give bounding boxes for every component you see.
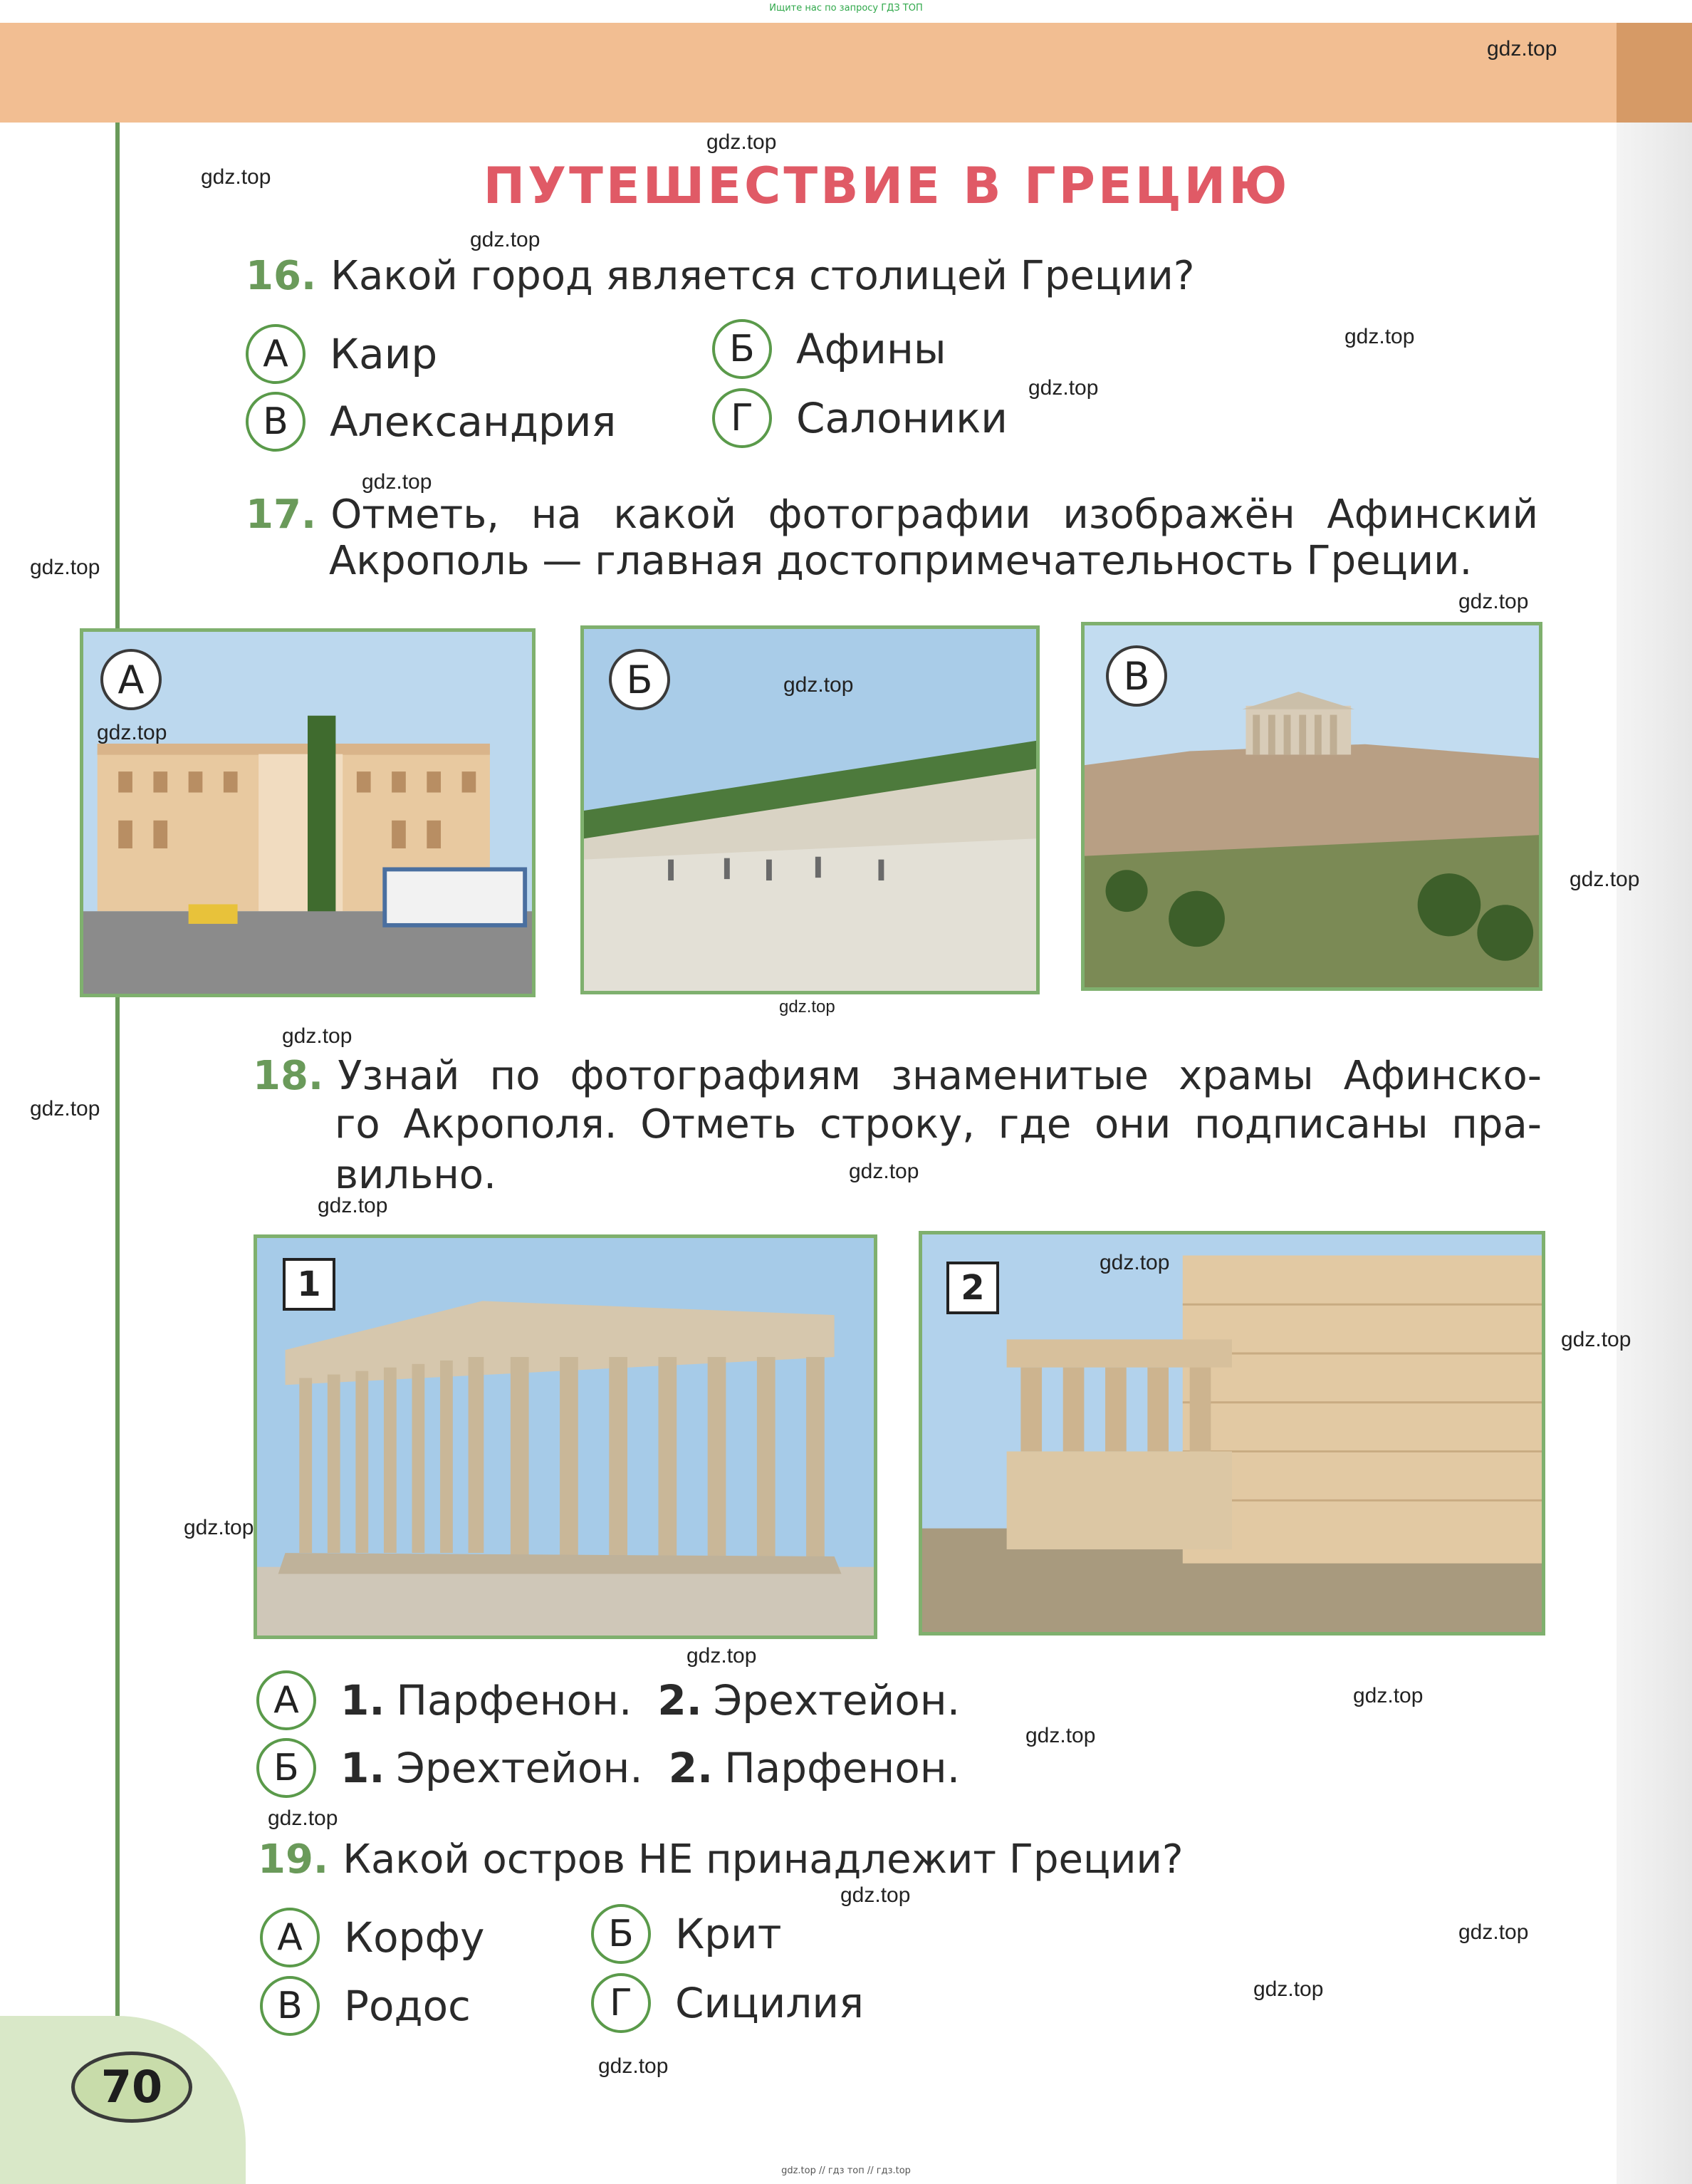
watermark: gdz.top xyxy=(201,165,271,189)
erechtheion-illustration xyxy=(922,1234,1542,1632)
watermark: gdz.top xyxy=(1344,325,1415,348)
q19-option-b[interactable] xyxy=(591,1904,781,1964)
photo-parliament[interactable] xyxy=(80,628,536,997)
q16-option-d[interactable] xyxy=(712,388,1008,448)
question-18-line-1 xyxy=(253,1053,1542,1100)
question-text: Какой город является столицей Греции? xyxy=(330,253,1195,299)
photo-number: 2 xyxy=(946,1262,999,1314)
watermark: gdz.top xyxy=(184,1516,254,1539)
q16-option-a[interactable] xyxy=(246,324,437,384)
question-17-line-1 xyxy=(246,492,1538,539)
page-fold-shade xyxy=(1617,123,1692,2184)
option-letter[interactable]: А xyxy=(246,324,306,384)
item-text: Эрехтейон. xyxy=(713,1676,961,1725)
q16-option-c[interactable] xyxy=(246,392,616,452)
watermark: gdz.top xyxy=(282,1024,352,1048)
question-16 xyxy=(246,253,1243,300)
watermark: gdz.top xyxy=(1253,1977,1324,2001)
question-text: Отметь, на какой фотографии изображён Афинский xyxy=(330,492,1538,538)
watermark: gdz.top xyxy=(1561,1328,1631,1351)
option-text: Каир xyxy=(330,330,438,378)
option-letter[interactable]: Г xyxy=(591,1973,651,2033)
q19-option-c[interactable] xyxy=(260,1976,471,2036)
watermark: gdz.top xyxy=(598,2054,669,2078)
q18-option-b[interactable] xyxy=(256,1738,960,1798)
question-number: 17. xyxy=(246,492,317,538)
option-letter[interactable]: Б xyxy=(712,319,772,379)
q18-option-a[interactable] xyxy=(256,1670,960,1730)
watermark: gdz.top xyxy=(779,997,835,1016)
q16-option-b[interactable] xyxy=(712,319,946,379)
option-letter[interactable]: Б xyxy=(591,1904,651,1964)
photo-acropolis[interactable] xyxy=(1081,622,1542,991)
margin-line xyxy=(115,123,120,2074)
watermark: gdz.top xyxy=(30,1097,100,1120)
question-text: Какой остров НЕ принадлежит Греции? xyxy=(343,1836,1184,1883)
item-text: Парфенон. xyxy=(396,1676,632,1725)
photo-number: 1 xyxy=(283,1258,335,1311)
photo-letter[interactable]: Б xyxy=(609,649,670,710)
item-text: Парфенон. xyxy=(724,1744,961,1792)
item-number: 2. xyxy=(657,1676,702,1725)
option-text: Корфу xyxy=(344,1913,485,1962)
question-number: 16. xyxy=(246,253,317,299)
watermark: gdz.top xyxy=(1353,1684,1424,1707)
watermark: gdz.top xyxy=(318,1194,388,1217)
item-number: 2. xyxy=(668,1744,714,1792)
page-title: ПУТЕШЕСТВИЕ В ГРЕЦИЮ xyxy=(483,157,1290,215)
question-number: 19. xyxy=(258,1836,329,1883)
photo-letter[interactable]: В xyxy=(1106,645,1167,707)
option-letter[interactable]: Б xyxy=(256,1738,316,1798)
question-18-line-2: го Акрополя. Отметь строку, где они подписаны пра- xyxy=(335,1101,1542,1148)
watermark: gdz.top xyxy=(1487,37,1557,61)
option-letter[interactable]: А xyxy=(260,1908,320,1967)
question-18-line-3: вильно. xyxy=(335,1152,496,1198)
item-text: Эрехтейон. xyxy=(396,1744,643,1792)
option-letter[interactable]: В xyxy=(246,392,306,452)
watermark: gdz.top xyxy=(1458,1920,1529,1944)
option-text: Салоники xyxy=(796,394,1008,442)
question-text: Узнай по фотографиям знаменитые храмы Афинско- xyxy=(338,1053,1542,1099)
question-number: 18. xyxy=(253,1053,324,1099)
watermark: gdz.top xyxy=(686,1644,757,1668)
watermark: gdz.top xyxy=(1100,1251,1170,1274)
question-19 xyxy=(258,1836,1397,1883)
item-number: 1. xyxy=(340,1744,385,1792)
watermark: gdz.top xyxy=(783,673,854,697)
option-text: Александрия xyxy=(330,397,617,446)
option-text: Крит xyxy=(675,1910,782,1958)
option-text: Родос xyxy=(344,1982,471,2030)
watermark: gdz.top xyxy=(840,1883,911,1907)
watermark: gdz.top xyxy=(1028,376,1099,400)
watermark: gdz.top xyxy=(1570,868,1640,891)
item-number: 1. xyxy=(340,1676,385,1725)
photo-parthenon xyxy=(254,1234,877,1639)
watermark: gdz.top xyxy=(706,130,777,154)
watermark: gdz.top xyxy=(30,556,100,579)
option-text: Афины xyxy=(796,325,946,373)
watermark: gdz.top xyxy=(268,1806,338,1830)
watermark: gdz.top xyxy=(470,228,540,251)
watermark: gdz.top xyxy=(97,721,167,744)
photo-letter[interactable]: А xyxy=(100,649,162,710)
photo-erechtheion xyxy=(919,1231,1545,1636)
q19-option-a[interactable] xyxy=(260,1908,484,1967)
q19-option-d[interactable] xyxy=(591,1973,864,2033)
top-note: Ищите нас по запросу ГДЗ ТОП xyxy=(769,3,923,14)
header-banner xyxy=(0,23,1617,123)
watermark: gdz.top xyxy=(1025,1724,1096,1747)
watermark: gdz.top xyxy=(362,470,432,494)
watermark: gdz.top xyxy=(849,1160,919,1183)
option-letter[interactable]: Г xyxy=(712,388,772,448)
question-17-line-2: Акрополь — главная достопримечательность Греции. xyxy=(329,538,1473,584)
option-text: Сицилия xyxy=(675,1979,865,2027)
option-letter[interactable]: А xyxy=(256,1670,316,1730)
page-number: 70 xyxy=(71,2052,192,2123)
watermark: gdz.top xyxy=(1458,590,1529,613)
option-letter[interactable]: В xyxy=(260,1976,320,2036)
parthenon-illustration xyxy=(257,1238,874,1636)
bottom-note: gdz.top // гдз топ // гдз.top xyxy=(781,2165,911,2176)
banner-edge xyxy=(1617,23,1692,123)
